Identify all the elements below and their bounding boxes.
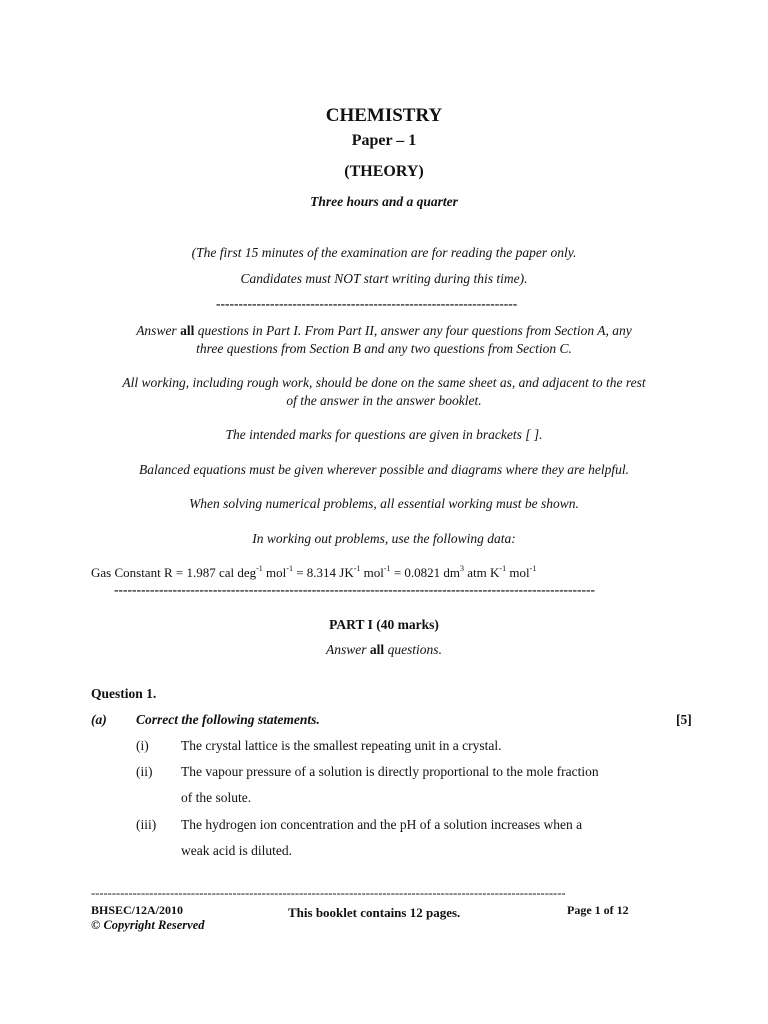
answer-rest: questions in Part I. From Part II, answer any four questions from Section A, any — [194, 323, 632, 338]
paper-number: Paper – 1 — [351, 132, 417, 149]
item-text-continued: weak acid is diluted. — [181, 843, 292, 858]
reading-note-line2: Candidates must NOT start writing during this time). — [240, 271, 528, 286]
separator-long: ----------------------------------------------------------------------------------------------------------- — [114, 582, 596, 597]
footer-separator: ------------------------------------------------------------------------------------------------------------------ — [91, 886, 566, 900]
superscript: -1 — [499, 564, 507, 573]
item-number: (i) — [136, 738, 149, 753]
superscript: -1 — [256, 564, 263, 573]
footer-copyright: © Copyright Reserved — [91, 918, 205, 932]
item-text: The crystal lattice is the smallest repeating unit in a crystal. — [181, 738, 502, 753]
answer-instruction-line2: three questions from Section B and any two questions from Section C. — [196, 341, 572, 356]
question-1a-marks: [5] — [676, 712, 692, 727]
part1-title: PART I (40 marks) — [329, 617, 439, 632]
gas-constant-part: mol — [506, 565, 530, 580]
gas-constant-part: atm K — [464, 565, 500, 580]
footer-page-number: Page 1 of 12 — [567, 903, 629, 917]
item-text: The vapour pressure of a solution is directly proportional to the mole fraction — [181, 764, 599, 779]
superscript: -1 — [529, 564, 537, 573]
paper-type: (THEORY) — [344, 163, 424, 180]
superscript: 3 — [460, 564, 465, 573]
separator-short: ------------------------------------------------------------------- — [216, 296, 518, 311]
subject-title: CHEMISTRY — [325, 105, 443, 126]
superscript: -1 — [353, 564, 361, 573]
gas-constant-part: mol — [360, 565, 384, 580]
part1-subtitle — [0, 642, 768, 658]
footer-code: BHSEC/12A/2010 — [91, 903, 184, 917]
gas-constant — [91, 565, 536, 581]
item-text-continued: of the solute. — [181, 790, 252, 805]
item-number: (ii) — [136, 764, 153, 779]
data-intro: In working out problems, use the following data: — [252, 531, 516, 546]
question-1-title: Question 1. — [91, 686, 157, 701]
duration: Three hours and a quarter — [310, 194, 458, 209]
gas-constant-part: = 0.0821 dm — [390, 565, 461, 580]
item-text: The hydrogen ion concentration and the pH of a solution increases when a — [181, 817, 583, 832]
question-1a-label: (a) — [91, 712, 107, 727]
gas-constant-part: = 8.314 JK — [292, 565, 354, 580]
superscript: -1 — [383, 564, 391, 573]
answer-prefix: Answer — [136, 323, 181, 338]
superscript: -1 — [286, 564, 293, 573]
reading-note-line1: (The first 15 minutes of the examination are for reading the paper only. — [191, 245, 577, 260]
answer-instruction-line1 — [0, 323, 768, 339]
gas-constant-part: mol — [262, 565, 287, 580]
answer-all-emphasis: all — [180, 323, 195, 338]
part1-sub-prefix: Answer — [326, 642, 370, 657]
footer-booklet-note: This booklet contains 12 pages. — [288, 905, 461, 920]
part1-all-emphasis: all — [369, 642, 385, 657]
working-instruction-line1: All working, including rough work, should be done on the same sheet as, and adjacent to the rest — [122, 375, 646, 390]
working-instruction-line2: of the answer in the answer booklet. — [286, 393, 482, 408]
equations-instruction: Balanced equations must be given wherever possible and diagrams where they are helpful. — [138, 462, 630, 477]
gas-constant-part: Gas Constant R = 1.987 cal deg — [91, 565, 257, 580]
marks-instruction: The intended marks for questions are given in brackets [ ]. — [225, 427, 543, 442]
question-1a-text: Correct the following statements. — [136, 712, 320, 727]
item-number: (iii) — [136, 817, 157, 832]
numerical-instruction: When solving numerical problems, all essential working must be shown. — [189, 496, 579, 511]
part1-sub-rest: questions. — [384, 642, 442, 657]
